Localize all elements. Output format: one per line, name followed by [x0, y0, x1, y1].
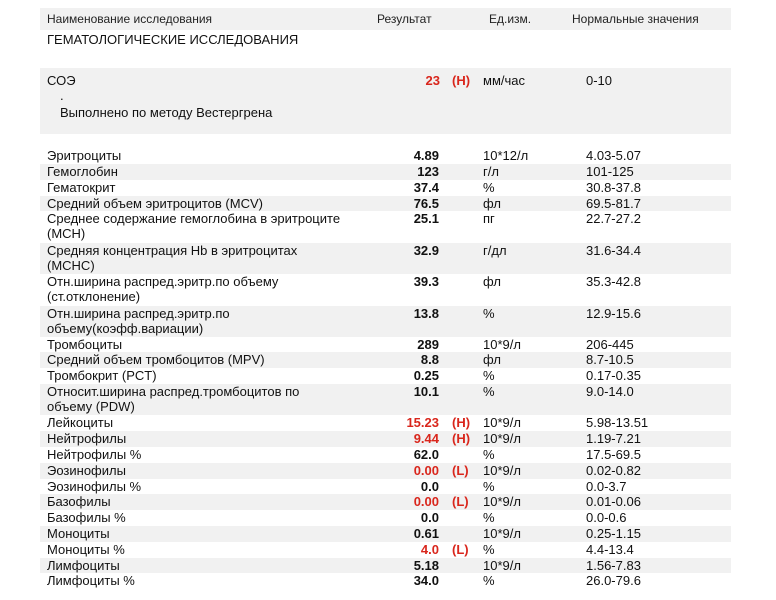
reference-range: 22.7-27.2 [586, 211, 641, 226]
test-result: 4.0 [420, 542, 439, 557]
reference-range: 1.56-7.83 [586, 558, 641, 573]
test-name: Отн.ширина распред.эритр.по объему (ст.отклонение) [47, 274, 279, 304]
test-unit: 10*9/л [483, 494, 521, 509]
test-name: Нейтрофилы % [47, 447, 142, 462]
header-name: Наименование исследования [47, 12, 213, 26]
test-name: Базофилы [47, 494, 111, 509]
table-row [40, 558, 731, 573]
table-row [40, 211, 731, 243]
test-unit: % [483, 510, 495, 525]
table-row [40, 415, 731, 431]
table-header [40, 8, 731, 30]
reference-range: 31.6-34.4 [586, 243, 641, 258]
test-name: Нейтрофилы [47, 431, 127, 446]
test-result: 9.44 [413, 431, 439, 446]
test-unit: 10*9/л [483, 558, 521, 573]
test-unit: % [483, 479, 495, 494]
test-unit: % [483, 573, 495, 588]
test-result: 15.23 [406, 415, 439, 430]
reference-range: 0.17-0.35 [586, 368, 641, 383]
table-row [40, 368, 731, 384]
test-result: 8.8 [420, 352, 439, 367]
table-row [40, 431, 731, 447]
test-unit: % [483, 542, 495, 557]
test-name: Тромбокрит (PCT) [47, 368, 157, 383]
test-name: Средняя концентрация Hb в эритроцитах (MCHC) [47, 243, 298, 273]
table-row [40, 180, 731, 196]
table-row [40, 352, 731, 368]
test-result: 76.5 [413, 196, 439, 211]
test-result: 289 [417, 337, 439, 352]
test-unit: 10*9/л [483, 526, 521, 541]
table-row [40, 463, 731, 479]
test-result: 0.00 [413, 463, 439, 478]
reference-range: 0.0-0.6 [586, 510, 627, 525]
abnormal-flag: (H) [452, 431, 471, 446]
reference-range: 69.5-81.7 [586, 196, 641, 211]
abnormal-flag: (H) [452, 415, 471, 430]
reference-range: 12.9-15.6 [586, 306, 641, 321]
esr-flag: (H) [452, 73, 471, 88]
test-name: Моноциты % [47, 542, 125, 557]
test-unit: 10*12/л [483, 148, 529, 163]
test-name: Гематокрит [47, 180, 116, 195]
test-unit: г/дл [483, 243, 507, 258]
test-name: Лимфоциты [47, 558, 120, 573]
reference-range: 0.01-0.06 [586, 494, 641, 509]
test-unit: 10*9/л [483, 431, 521, 446]
reference-range: 0.02-0.82 [586, 463, 641, 478]
test-name: Гемоглобин [47, 164, 118, 179]
test-name: Моноциты [47, 526, 110, 541]
esr-norm: 0-10 [586, 73, 613, 88]
test-unit: % [483, 447, 495, 462]
table-row [40, 479, 731, 494]
test-name: Эозинофилы [47, 463, 126, 478]
table-row [40, 196, 731, 211]
test-result: 62.0 [413, 447, 439, 462]
test-name: Относит.ширина распред.тромбоцитов по объему (PDW) [47, 384, 300, 414]
test-name: Базофилы % [47, 510, 126, 525]
test-unit: фл [483, 274, 501, 289]
test-result: 34.0 [413, 573, 439, 588]
abnormal-flag: (L) [452, 542, 469, 557]
test-result: 0.0 [420, 479, 439, 494]
test-unit: 10*9/л [483, 337, 521, 352]
test-name: Отн.ширина распред.эритр.по объему(коэфф.вариации) [47, 306, 230, 336]
reference-range: 30.8-37.8 [586, 180, 641, 195]
reference-range: 17.5-69.5 [586, 447, 641, 462]
test-name: Эритроциты [47, 148, 122, 163]
test-result: 0.25 [413, 368, 439, 383]
abnormal-flag: (L) [452, 494, 469, 509]
esr-method-note: Выполнено по методу Вестергрена [60, 105, 273, 120]
test-result: 39.3 [413, 274, 439, 289]
table-row [40, 337, 731, 352]
test-result: 10.1 [413, 384, 439, 399]
test-result: 0.61 [413, 526, 439, 541]
reference-range: 4.4-13.4 [586, 542, 634, 557]
test-name: Среднее содержание гемоглобина в эритроците (MCH) [47, 211, 341, 241]
reference-range: 4.03-5.07 [586, 148, 641, 163]
header-result: Результат [377, 12, 432, 26]
test-result: 0.00 [413, 494, 439, 509]
table-row [40, 494, 731, 510]
test-result: 37.4 [413, 180, 439, 195]
test-unit: % [483, 306, 495, 321]
esr-unit: мм/час [483, 73, 525, 88]
table-row [40, 573, 731, 589]
test-unit: г/л [483, 164, 499, 179]
reference-range: 9.0-14.0 [586, 384, 634, 399]
table-row [40, 243, 731, 274]
test-unit: 10*9/л [483, 463, 521, 478]
reference-range: 0.25-1.15 [586, 526, 641, 541]
reference-range: 206-445 [586, 337, 634, 352]
test-name: Лимфоциты % [47, 573, 135, 588]
header-norm: Нормальные значения [572, 12, 699, 26]
test-name: Эозинофилы % [47, 479, 142, 494]
esr-result: 23 [425, 73, 440, 88]
table-row [40, 306, 731, 337]
test-unit: % [483, 368, 495, 383]
table-row [40, 526, 731, 542]
table-row [40, 274, 731, 306]
table-row [40, 510, 731, 526]
table-row [40, 164, 731, 180]
test-name: Средний объем эритроцитов (MCV) [47, 196, 263, 211]
table-row [40, 447, 731, 463]
test-result: 5.18 [413, 558, 439, 573]
test-result: 0.0 [420, 510, 439, 525]
test-unit: пг [483, 211, 495, 226]
reference-range: 1.19-7.21 [586, 431, 641, 446]
abnormal-flag: (L) [452, 463, 469, 478]
reference-range: 26.0-79.6 [586, 573, 641, 588]
test-result: 13.8 [413, 306, 439, 321]
reference-range: 0.0-3.7 [586, 479, 627, 494]
test-name: Средний объем тромбоцитов (MPV) [47, 352, 265, 367]
test-result: 25.1 [413, 211, 439, 226]
test-name: Тромбоциты [47, 337, 123, 352]
test-name: Лейкоциты [47, 415, 114, 430]
header-unit: Ед.изм. [489, 12, 532, 26]
esr-name: СОЭ [47, 73, 76, 88]
reference-range: 35.3-42.8 [586, 274, 641, 289]
table-row [40, 542, 731, 558]
test-unit: 10*9/л [483, 415, 521, 430]
reference-range: 8.7-10.5 [586, 352, 634, 367]
section-title: ГЕМАТОЛОГИЧЕСКИЕ ИССЛЕДОВАНИЯ [47, 32, 299, 47]
test-result: 32.9 [413, 243, 439, 258]
test-unit: % [483, 384, 495, 399]
reference-range: 5.98-13.51 [586, 415, 649, 430]
test-result: 123 [417, 164, 439, 179]
test-unit: фл [483, 352, 501, 367]
table-row [40, 148, 731, 164]
esr-dot: . [60, 88, 64, 103]
test-result: 4.89 [413, 148, 439, 163]
table-row [40, 384, 731, 415]
reference-range: 101-125 [586, 164, 634, 179]
test-unit: % [483, 180, 495, 195]
test-unit: фл [483, 196, 501, 211]
